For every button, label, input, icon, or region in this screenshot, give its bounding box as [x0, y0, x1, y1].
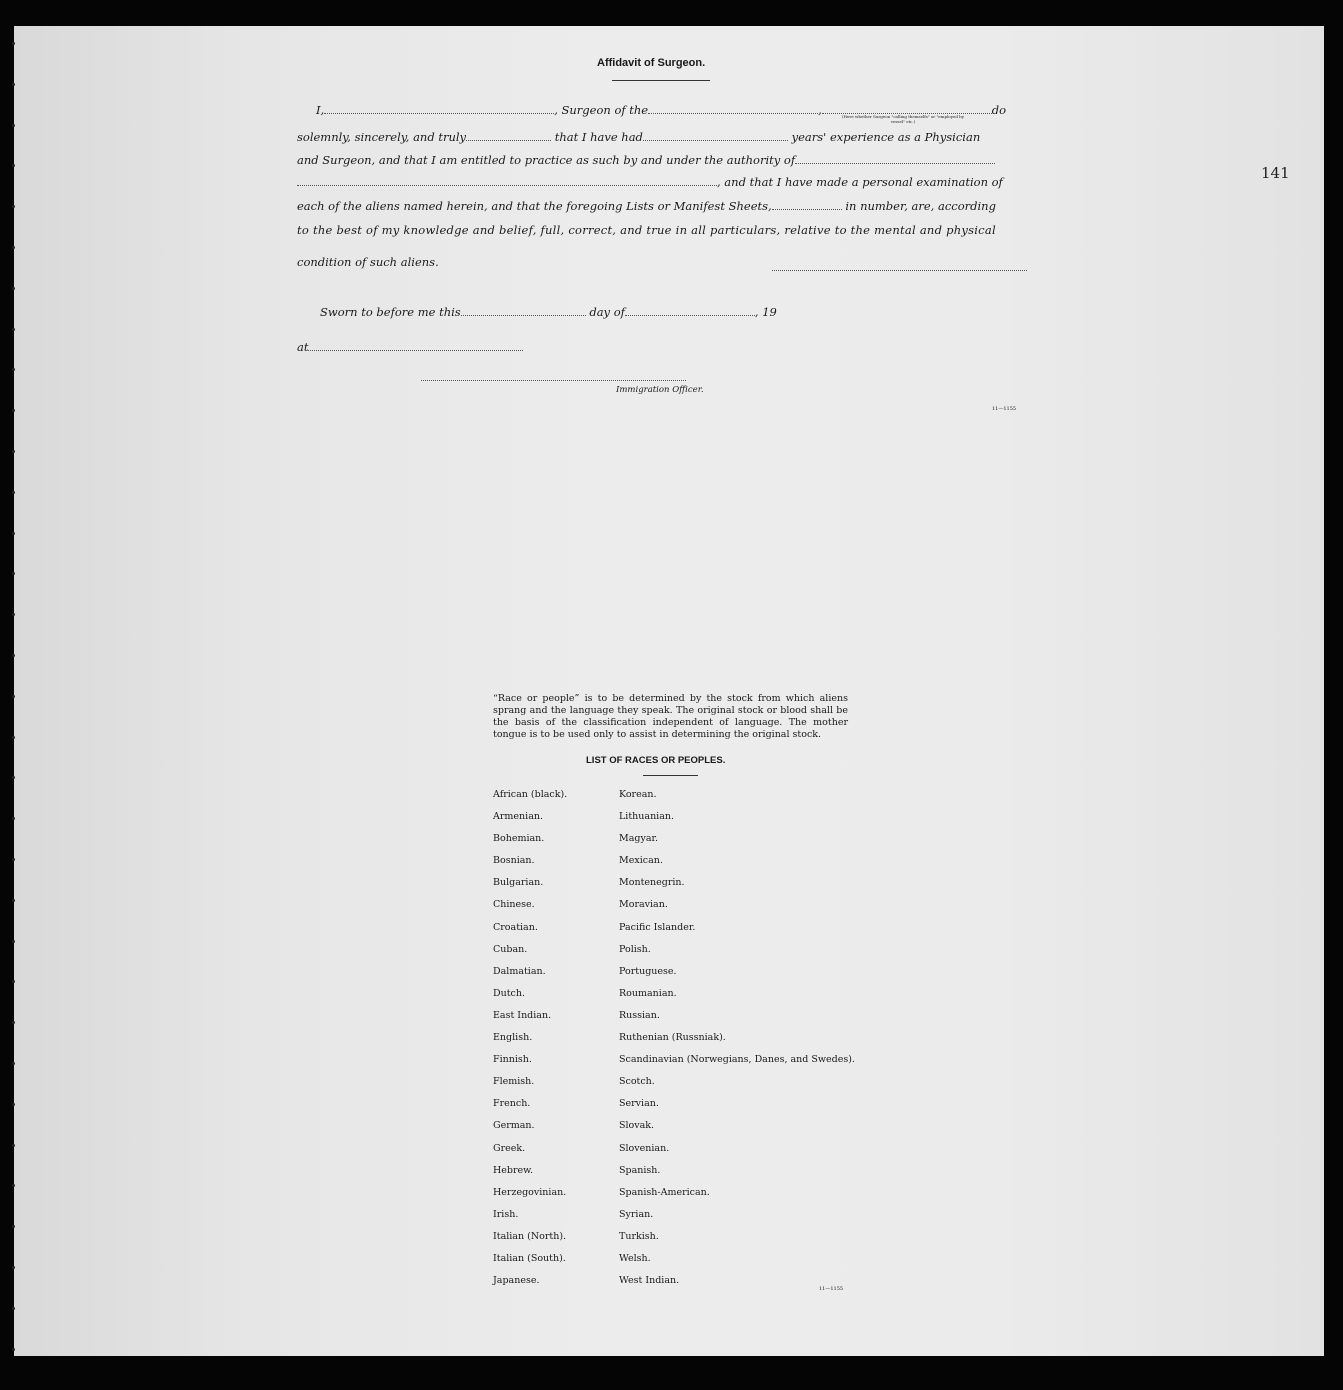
footnote: (Here whether Surgeon "calling themselfs" or "employed by vessel" etc.) — [842, 114, 964, 124]
blank-authority-cont[interactable] — [297, 175, 717, 186]
race-item: Slovenian. — [619, 1142, 670, 1154]
race-item: Magyar. — [619, 833, 659, 845]
binding-hole — [12, 1225, 15, 1228]
binding-hole — [12, 1021, 15, 1024]
race-item: Moravian. — [619, 899, 668, 911]
race-item: East Indian. — [493, 1009, 552, 1021]
race-item: Dalmatian. — [493, 965, 546, 977]
race-item: Flemish. — [493, 1076, 535, 1088]
binding-hole — [12, 42, 15, 45]
blank-authority[interactable] — [795, 153, 995, 164]
race-item: Polish. — [619, 943, 651, 955]
affidavit-line-5 — [297, 199, 996, 213]
race-item: Mexican. — [619, 855, 663, 867]
text-had: that I have had — [554, 130, 643, 144]
race-item: Korean. — [619, 789, 657, 800]
affidavit-line-3 — [297, 153, 995, 167]
binding-hole — [12, 1103, 15, 1106]
race-item: Pacific Islander. — [619, 921, 696, 933]
affidavit-line-6: to the best of my knowledge and belief, full, correct, and true in all particulars, relative to the mental and physical — [297, 223, 996, 237]
text-year: , 19 — [754, 305, 777, 319]
title-underline — [612, 80, 710, 81]
race-item: Turkish. — [619, 1230, 659, 1242]
text-i: I, — [316, 103, 325, 117]
text-examination: , and that I have made a personal examination of — [717, 175, 1003, 189]
bleed-through-text — [80, 82, 91, 117]
race-item: Cuban. — [493, 943, 528, 955]
race-item: Scandinavian (Norwegians, Danes, and Swedes). — [619, 1054, 855, 1066]
affidavit-line-4 — [297, 175, 1003, 189]
binding-hole — [12, 328, 15, 331]
text-each-alien: each of the aliens named herein, and that the foregoing Lists or Manifest Sheets, — [297, 199, 772, 213]
race-item: English. — [493, 1032, 533, 1044]
text-solemnly: solemnly, sincerely, and truly — [297, 130, 467, 144]
binding-hole — [12, 1266, 15, 1269]
affidavit-title: Affidavit of Surgeon. — [597, 57, 706, 69]
race-item: Croatian. — [493, 921, 538, 933]
race-item: Spanish-American. — [619, 1186, 710, 1198]
text-do: do — [991, 103, 1007, 117]
races-note: “Race or people” is to be determined by the stock from which aliens sprang and the language they speak. The original stock or blood shall be the basis of the classification independent of language. The mother tongue is to be used only to assist in determining the original stock. — [493, 693, 848, 740]
binding-hole — [12, 980, 15, 983]
blank-month[interactable] — [625, 305, 755, 316]
binding-hole — [12, 817, 15, 820]
binding-hole — [12, 409, 15, 412]
text-in-number: in number, are, according — [845, 199, 996, 213]
race-item: Bohemian. — [493, 833, 545, 845]
blank-surgeon-name[interactable] — [324, 103, 554, 114]
binding-hole — [12, 940, 15, 943]
race-item: Bosnian. — [493, 855, 535, 867]
blank-swear[interactable] — [466, 130, 551, 141]
binding-hole — [12, 736, 15, 739]
race-item: Herzegovinian. — [493, 1186, 567, 1198]
race-item: Spanish. — [619, 1164, 661, 1176]
binding-hole — [12, 83, 15, 86]
races-column-1 — [493, 788, 567, 1296]
binding-hole — [12, 1307, 15, 1310]
binding-hole — [12, 654, 15, 657]
binding-hole — [12, 858, 15, 861]
binding-hole — [12, 695, 15, 698]
at-line — [297, 340, 523, 354]
binding-hole — [12, 1184, 15, 1187]
race-item: Scotch. — [619, 1076, 655, 1088]
binding-hole — [12, 164, 15, 167]
affidavit-line-7: condition of such aliens. — [297, 255, 439, 269]
binding-hole — [12, 124, 15, 127]
race-item: Welsh. — [619, 1252, 651, 1264]
binding-hole — [12, 368, 15, 371]
race-item: Greek. — [493, 1142, 526, 1154]
races-title-underline — [643, 775, 698, 776]
text-sworn: Sworn to before me this — [320, 305, 461, 319]
race-item: Montenegrin. — [619, 877, 685, 889]
binding-hole — [12, 1348, 15, 1351]
races-column-2 — [619, 788, 855, 1296]
race-item: West Indian. — [619, 1275, 680, 1287]
race-item: German. — [493, 1120, 535, 1132]
race-item: Hebrew. — [493, 1164, 534, 1176]
race-item: Ruthenian (Russniak). — [619, 1032, 726, 1044]
race-item: Chinese. — [493, 899, 535, 911]
text-surgeon-of: , Surgeon of the — [554, 103, 649, 117]
blank-sheets[interactable] — [772, 199, 842, 210]
race-item: French. — [493, 1098, 531, 1110]
binding-hole — [12, 776, 15, 779]
race-item: Servian. — [619, 1098, 659, 1110]
race-item: Slovak. — [619, 1120, 655, 1132]
text-day-of: day of — [589, 305, 625, 319]
text-at: at — [297, 340, 309, 354]
race-item: Dutch. — [493, 987, 526, 999]
binding-hole — [12, 205, 15, 208]
blank-years[interactable] — [643, 130, 788, 141]
race-item: Bulgarian. — [493, 877, 544, 889]
race-item: African (black). — [493, 789, 568, 800]
race-item: Armenian. — [493, 811, 543, 823]
blank-place[interactable] — [308, 340, 523, 351]
text-experience: years' experience as a Physician — [791, 130, 981, 144]
binding-hole — [12, 532, 15, 535]
race-item: Roumanian. — [619, 987, 677, 999]
races-form-code: 11—1155 — [819, 1286, 844, 1292]
affidavit-line-2 — [297, 130, 980, 144]
race-item: Lithuanian. — [619, 811, 675, 823]
binding-hole — [12, 246, 15, 249]
page-number: 141 — [1261, 164, 1290, 182]
race-item: Italian (North). — [493, 1230, 567, 1242]
binding-hole — [12, 613, 15, 616]
binding-hole — [12, 899, 15, 902]
race-item: Italian (South). — [493, 1252, 566, 1264]
binding-hole — [12, 450, 15, 453]
blank-day[interactable] — [461, 305, 586, 316]
race-item: Irish. — [493, 1208, 519, 1220]
binding-hole — [12, 491, 15, 494]
text-comma: , — [818, 103, 822, 117]
officer-signature-line[interactable] — [421, 380, 686, 381]
sworn-line — [320, 305, 777, 319]
blank-vessel[interactable] — [648, 103, 818, 114]
signature-line[interactable] — [772, 270, 1027, 271]
blank-position[interactable] — [822, 103, 992, 114]
race-item: Portuguese. — [619, 965, 677, 977]
race-item: Syrian. — [619, 1208, 654, 1220]
race-item: Finnish. — [493, 1054, 532, 1066]
binding-hole — [12, 1062, 15, 1065]
binding-hole — [12, 287, 15, 290]
races-title: LIST OF RACES OR PEOPLES. — [586, 755, 726, 766]
officer-label: Immigration Officer. — [616, 385, 704, 395]
binding-hole — [12, 1144, 15, 1147]
affidavit-form-code: 11—1155 — [992, 406, 1017, 412]
race-item: Japanese. — [493, 1275, 540, 1287]
race-item: Russian. — [619, 1009, 660, 1021]
binding-hole — [12, 572, 15, 575]
text-authority: and Surgeon, and that I am entitled to practice as such by and under the authority of — [297, 153, 796, 167]
